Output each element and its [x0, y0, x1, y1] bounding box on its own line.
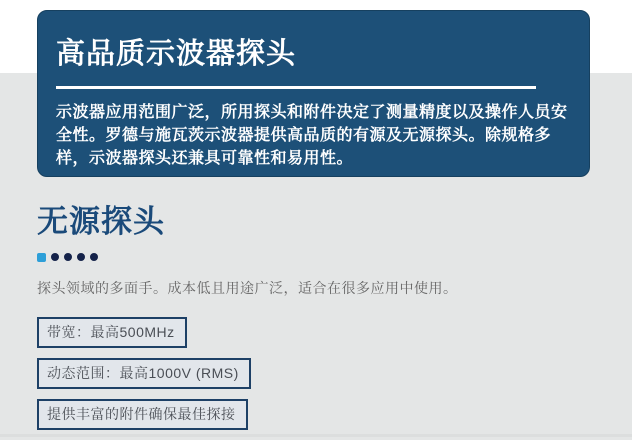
section-title: 无源探头 [37, 204, 165, 239]
spec-list [37, 317, 597, 430]
hero-divider [56, 86, 536, 89]
passive-probes-section [37, 196, 597, 440]
hero-card [37, 10, 590, 177]
spec-badge-label: 动态范围：最高1000V (RMS) [47, 365, 239, 381]
section-description: 探头领域的多面手。成本低且用途广泛，适合在很多应用中使用。 [37, 280, 458, 296]
dot-icon [37, 253, 46, 262]
spec-badge-label: 提供丰富的附件确保最佳探接 [47, 406, 236, 422]
accent-dots [37, 252, 597, 262]
dot-icon [51, 253, 59, 261]
spec-badge-accessories [37, 399, 248, 430]
dot-icon [64, 253, 72, 261]
dot-icon [77, 253, 85, 261]
hero-description: 示波器应用范围广泛，所用探头和附件决定了测量精度以及操作人员安全性。罗德与施瓦茨示波器提供高品质的有源及无源探头。除规格多样，示波器探头还兼具可靠性和易用性。 [56, 104, 568, 167]
spec-badge-dynamic-range [37, 358, 251, 389]
hero-title: 高品质示波器探头 [56, 38, 297, 70]
spec-badge-label: 带宽：最高500MHz [47, 324, 175, 340]
spec-badge-bandwidth [37, 317, 187, 348]
dot-icon [90, 253, 98, 261]
